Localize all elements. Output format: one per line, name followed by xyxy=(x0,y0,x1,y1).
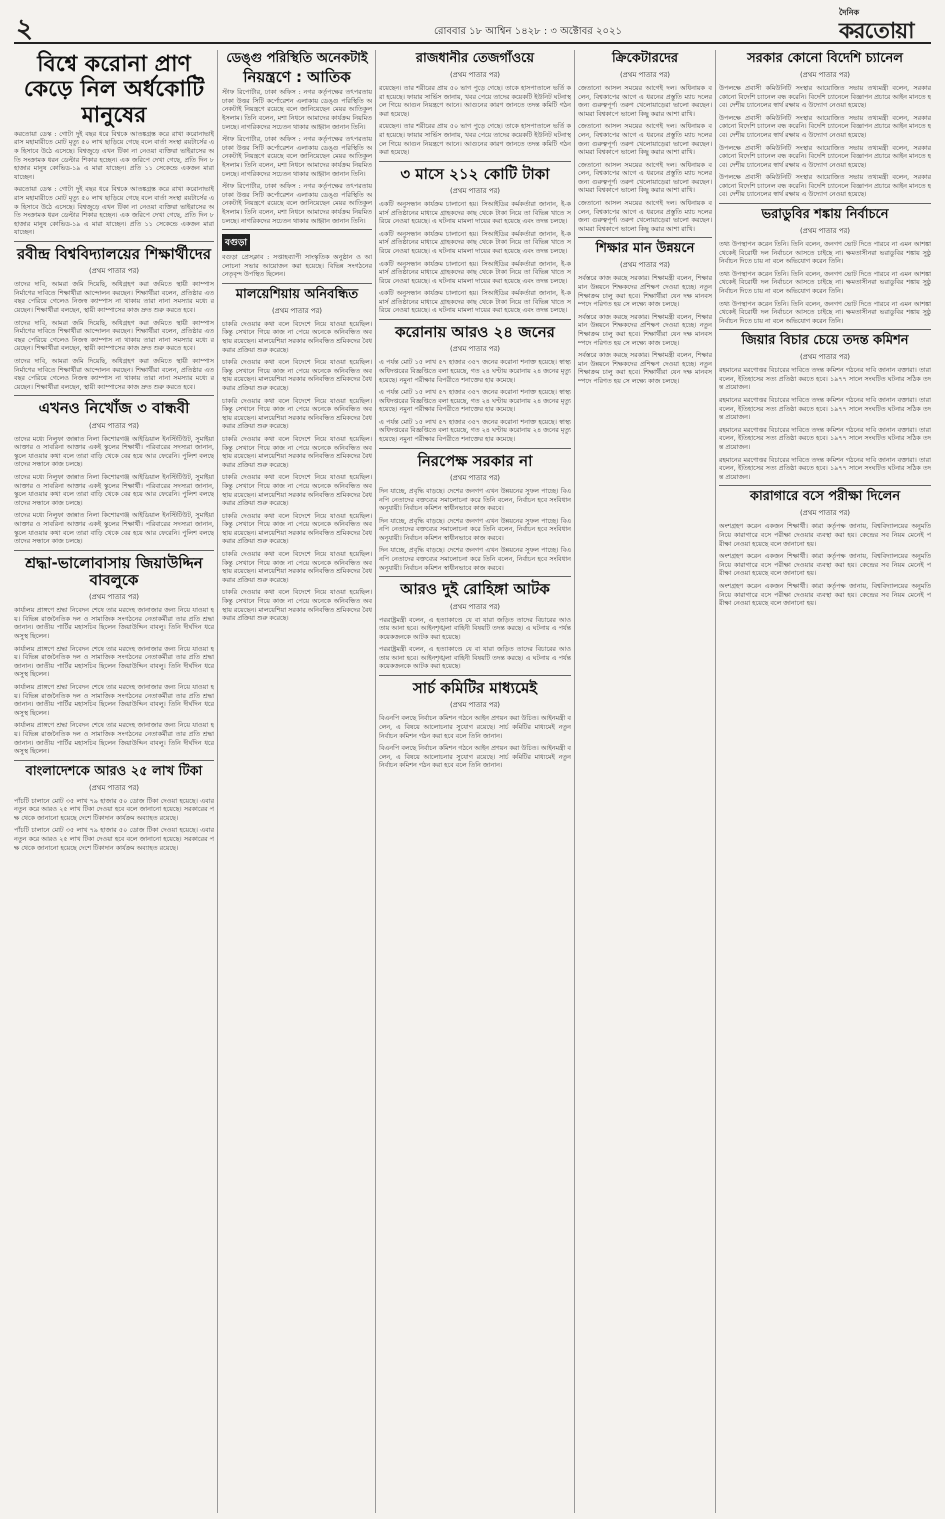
article-search xyxy=(379,680,571,770)
divider xyxy=(379,675,571,676)
logo-small-text: দৈনিক xyxy=(839,8,860,17)
body-bhoradubi: তথ্য উপস্থাপন করেন তিনি। তিনি বলেন, জনগণ ভোট দিতে পারবে না এমন আশঙ্কা থেকেই বিরোধী দল নির্বাচনে আসতে চাইছে না। ক্ষমতাসীনরা ভরাডুবির শঙ্কায় সুষ্ঠু নির্বাচন দিতে চায় না বলে অভিযোগ করেন তিনি। xyxy=(719,240,931,266)
dateline: রোববার ১৮ আশ্বিন ১৪২৮ : ৩ অক্টোবর ২০২১ xyxy=(434,26,622,37)
divider xyxy=(379,319,571,320)
headline-search: সার্চ কমিটির মাধ্যমেই xyxy=(412,679,538,698)
body-search: বিএনপি বলছে নির্বাচন কমিশন গঠনে আইন প্রণয়ন করা উচিত। আইনমন্ত্রী বলেন, এ বিষয়ে আলোচনার সুযোগ রয়েছে। সার্চ কমিটির মাধ্যমেই নতুন নির্বাচন কমিশন গঠন করা হবে বলে তিনি জানান। xyxy=(379,714,571,740)
article-shikkha xyxy=(578,242,712,385)
article-nirapekkho xyxy=(379,453,571,573)
divider xyxy=(14,395,214,396)
body-jiya-cont: রহমানের মরণোত্তর বিচারের দাবিতে তদন্ত কমিশন গঠনের দাবি জানান বক্তারা। তারা বলেন, ইতিহাসের সত্য প্রতিষ্ঠা করতে হবে। ১৯৭৭ সালে সংঘটিত ঘটনার সঠিক তদন্ত প্রয়োজন। xyxy=(719,396,931,422)
body-cricket-cont3: জেতানো আসল সময়ের আগেই দল। অধিনায়ক বলেন, বিশ্বকাপের আগে এ ধরনের প্রস্তুতি ম্যাচ দলের জন্য গুরুত্বপূর্ণ। তরুণ খেলোয়াড়েরা ভালো করছেন। আমরা বিশ্বকাপে ভালো কিছু করার আশা রাখি। xyxy=(578,199,712,233)
article-bangladesh xyxy=(14,765,214,853)
headline-jiya: জিয়ার বিচার চেয়ে তদন্ত কমিশন xyxy=(741,333,909,349)
headline-ekhono: এখনও নিখোঁজ ৩ বান্ধবী xyxy=(38,399,190,418)
column-2 xyxy=(222,50,372,1513)
article-bogra xyxy=(222,234,372,279)
column-3 xyxy=(379,50,571,1513)
subline-nirapekkho: (প্রথম পাতার পর) xyxy=(449,473,501,482)
article-cricket xyxy=(578,52,712,233)
body-malaysia-cont2: চাকরি দেওয়ার কথা বলে বিদেশে নিয়ে যাওয়া হয়েছিল। কিন্তু সেখানে গিয়ে কাজ না পেয়ে অনেকে অনিবন্ধিত অবস্থায় রয়েছেন। মালয়েশিয়া সরকার অনিবন্ধিত শ্রমিকদের বৈধ করার প্রক্রিয়া শুরু করেছে। xyxy=(222,396,372,431)
column-5 xyxy=(719,50,931,1513)
body-search-cont: বিএনপি বলছে নির্বাচন কমিশন গঠনে আইন প্রণয়ন করা উচিত। আইনমন্ত্রী বলেন, এ বিষয়ে আলোচনার সুযোগ রয়েছে। সার্চ কমিটির মাধ্যমেই নতুন নির্বাচন কমিশন গঠন করা হবে বলে তিনি জানান। xyxy=(379,744,571,770)
body-bogra: বগুড়া প্রেসক্লাব : সপ্তাহব্যাপী সাংস্কৃতিক অনুষ্ঠান ও আলোচনা সভার আয়োজন করা হয়েছে। বিভিন্ন সংগঠনের নেতৃবৃন্দ উপস্থিত ছিলেন। xyxy=(222,253,372,279)
headline-shikkha: শিক্ষার মান উন্নয়নে xyxy=(595,241,695,257)
body-tv-cont: উপলক্ষে প্রবাসী কমিউনিটি সংস্থার আয়োজিত সভায় তথ্যমন্ত্রী বলেন, সরকার কোনো বিদেশি চ্যানেল বন্ধ করেনি। বিদেশি চ্যানেলে বিজ্ঞাপন প্রচারে আইন মানতে হবে। দেশীয় চ্যানেলের স্বার্থ রক্ষায় এ উদ্যোগ নেওয়া হয়েছে। xyxy=(719,113,931,139)
body-tin-mase-cont2: একটি অনুসন্ধান কার্যক্রম চালানো হয়। সিআইডির কর্মকর্তারা জানান, ই-কমার্স প্রতিষ্ঠানের মাধ্যমে গ্রাহকদের কাছ থেকে টাকা নিয়ে তা বিভিন্ন খাতে সরিয়ে নেওয়া হয়েছে। এ ঘটনায় মামলা দায়ের করা হয়েছে এবং তদন্ত চলছে। xyxy=(379,259,571,285)
headline-rohingya: আরও দুই রোহিঙ্গা আটক xyxy=(400,580,550,599)
article-corona xyxy=(14,52,214,237)
body-dengue: স্টাফ রিপোর্টার, ঢাকা অফিস : নগর কর্তৃপক্ষের তৎপরতায় ঢাকা উত্তর সিটি কর্পোরেশন এলাকায় ডেঙ্গু পরিস্থিতি অনেকটাই নিয়ন্ত্রণে রয়েছে বলে জানিয়েছেন মেয়র আতিকুল ইসলাম। তিনি বলেন, মশা নিধনে আমাদের কার্যক্রম নিয়মিত চলছে। নাগরিকদের সচেতন থাকার আহ্বান জানান তিনি। xyxy=(222,88,372,131)
headline-rabindra: রবীন্দ্র বিশ্ববিদ্যালয়ের শিক্ষার্থীদের xyxy=(16,245,211,264)
body-shraddha: কার্যালয় প্রাঙ্গণে শ্রদ্ধা নিবেদন শেষে তার মরদেহ জানাজার জন্য নিয়ে যাওয়া হয়। বিভিন্ন রাজনৈতিক দল ও সামাজিক সংগঠনের নেতাকর্মীরা তার প্রতি শ্রদ্ধা জানান। জাতীয় পার্টির মহাসচিব ছিলেন জিয়াউদ্দিন বাবলু। তিনি দীর্ঘদিন ধরে অসুস্থ ছিলেন। xyxy=(14,606,214,641)
body-jiya-cont2: রহমানের মরণোত্তর বিচারের দাবিতে তদন্ত কমিশন গঠনের দাবি জানান বক্তারা। তারা বলেন, ইতিহাসের সত্য প্রতিষ্ঠা করতে হবে। ১৯৭৭ সালে সংঘটিত ঘটনার সঠিক তদন্ত প্রয়োজন। xyxy=(719,425,931,452)
body-malaysia-cont5: চাকরি দেওয়ার কথা বলে বিদেশে নিয়ে যাওয়া হয়েছিল। কিন্তু সেখানে গিয়ে কাজ না পেয়ে অনেকে অনিবন্ধিত অবস্থায় রয়েছেন। মালয়েশিয়া সরকার অনিবন্ধিত শ্রমিকদের বৈধ করার প্রক্রিয়া শুরু করেছে। xyxy=(222,511,372,546)
subline-search: (প্রথম পাতার পর) xyxy=(449,701,501,710)
body-cricket-cont: জেতানো আসল সময়ের আগেই দল। অধিনায়ক বলেন, বিশ্বকাপের আগে এ ধরনের প্রস্তুতি ম্যাচ দলের জন্য গুরুত্বপূর্ণ। তরুণ খেলোয়াড়েরা ভালো করছেন। আমরা বিশ্বকাপে ভালো কিছু করার আশা রাখি। xyxy=(578,122,712,157)
subline-tin-mase: (প্রথম পাতার পর) xyxy=(449,186,501,195)
subline-karona24: (প্রথম পাতার পর) xyxy=(449,345,501,354)
body-malaysia-cont3: চাকরি দেওয়ার কথা বলে বিদেশে নিয়ে যাওয়া হয়েছিল। কিন্তু সেখানে গিয়ে কাজ না পেয়ে অনেকে অনিবন্ধিত অবস্থায় রয়েছেন। মালয়েশিয়া সরকার অনিবন্ধিত শ্রমিকদের বৈধ করার প্রক্রিয়া শুরু করেছে। xyxy=(222,434,372,469)
bogra-badge: বগুড়া xyxy=(222,234,250,251)
body-bhoradubi-cont: তথ্য উপস্থাপন করেন তিনি। তিনি বলেন, জনগণ ভোট দিতে পারবে না এমন আশঙ্কা থেকেই বিরোধী দল নির্বাচনে আসতে চাইছে না। ক্ষমতাসীনরা ভরাডুবির শঙ্কায় সুষ্ঠু নির্বাচন দিতে চায় না বলে অভিযোগ করেন তিনি। xyxy=(719,269,931,295)
body-tv: উপলক্ষে প্রবাসী কমিউনিটি সংস্থার আয়োজিত সভায় তথ্যমন্ত্রী বলেন, সরকার কোনো বিদেশি চ্যানেল বন্ধ করেনি। বিদেশি চ্যানেলে বিজ্ঞাপন প্রচারে আইন মানতে হবে। দেশীয় চ্যানেলের স্বার্থ রক্ষায় এ উদ্যোগ নেওয়া হয়েছে। xyxy=(719,83,931,110)
body-nirapekkho: দিন যাচ্ছে, প্রবৃদ্ধি বাড়ছে। দেশের জনগণ এখন উন্নয়নের সুফল পাচ্ছে। বিএনপি নেতাদের বক্তব্যের সমালোচনা করে তিনি বলেন, নির্বাচন হবে সংবিধান অনুযায়ী। নির্বাচন কমিশন স্বাধীনভাবে কাজ করবে। xyxy=(379,486,571,513)
subline-shraddha: (প্রথম পাতার পর) xyxy=(88,593,140,602)
body-tin-mase: একটি অনুসন্ধান কার্যক্রম চালানো হয়। সিআইডির কর্মকর্তারা জানান, ই-কমার্স প্রতিষ্ঠানের মাধ্যমে গ্রাহকদের কাছ থেকে টাকা নিয়ে তা বিভিন্ন খাতে সরিয়ে নেওয়া হয়েছে। এ ঘটনায় মামলা দায়ের করা হয়েছে এবং তদন্ত চলছে। xyxy=(379,199,571,226)
divider xyxy=(719,485,931,486)
divider xyxy=(379,576,571,577)
body-tin-mase-cont3: একটি অনুসন্ধান কার্যক্রম চালানো হয়। সিআইডির কর্মকর্তারা জানান, ই-কমার্স প্রতিষ্ঠানের মাধ্যমে গ্রাহকদের কাছ থেকে টাকা নিয়ে তা বিভিন্ন খাতে সরিয়ে নেওয়া হয়েছে। এ ঘটনায় মামলা দায়ের করা হয়েছে এবং তদন্ত চলছে। xyxy=(379,289,571,315)
body-malaysia-cont4: চাকরি দেওয়ার কথা বলে বিদেশে নিয়ে যাওয়া হয়েছিল। কিন্তু সেখানে গিয়ে কাজ না পেয়ে অনেকে অনিবন্ধিত অবস্থায় রয়েছেন। মালয়েশিয়া সরকার অনিবন্ধিত শ্রমিকদের বৈধ করার প্রক্রিয়া শুরু করেছে। xyxy=(222,473,372,508)
logo-text: করতোয়া xyxy=(839,19,914,44)
subline-bangladesh: (প্রথম পাতার পর) xyxy=(88,783,140,792)
body-nirapekkho-cont: দিন যাচ্ছে, প্রবৃদ্ধি বাড়ছে। দেশের জনগণ এখন উন্নয়নের সুফল পাচ্ছে। বিএনপি নেতাদের বক্তব্যের সমালোচনা করে তিনি বলেন, নির্বাচন হবে সংবিধান অনুযায়ী। নির্বাচন কমিশন স্বাধীনভাবে কাজ করবে। xyxy=(379,516,571,542)
article-rohingya xyxy=(379,581,571,671)
body-malaysia-cont: চাকরি দেওয়ার কথা বলে বিদেশে নিয়ে যাওয়া হয়েছিল। কিন্তু সেখানে গিয়ে কাজ না পেয়ে অনেকে অনিবন্ধিত অবস্থায় রয়েছেন। মালয়েশিয়া সরকার অনিবন্ধিত শ্রমিকদের বৈধ করার প্রক্রিয়া শুরু করেছে। xyxy=(222,358,372,392)
body-rohingya: পররাষ্ট্রমন্ত্রী বলেন, এ হত্যাকাণ্ডে যে বা যারা জড়িত তাদের বিচারের আওতায় আনা হবে। আইনশৃঙ্খলা বাহিনী বিষয়টি তদন্ত করছে। এ ঘটনায় এ পর্যন্ত কয়েকজনকে আটক করা হয়েছে। xyxy=(379,615,571,641)
body-rabindra: তাদের দাবি, আমরা জমি দিয়েছি, অধিগ্রহণ করা জমিতে স্থায়ী ক্যাম্পাস নির্মাণের দাবিতে শিক্ষার্থীরা আন্দোলন করছেন। শিক্ষার্থীরা বলেন, প্রতিষ্ঠার এত বছর পেরিয়ে গেলেও নিজস্ব ক্যাম্পাস না থাকায় তারা নানা সমস্যার মধ্যে রয়েছেন। শিক্ষার্থীরা বলছেন, স্থায়ী ক্যাম্পাসের কাজ দ্রুত শুরু করতে হবে। xyxy=(14,280,214,315)
subline-tv: (প্রথম পাতার পর) xyxy=(799,70,851,79)
body-karona24-cont2: এ পর্যন্ত মোট ১৫ লাখ ৫৭ হাজার ৩৫৭ জনের করোনা শনাক্ত হয়েছে। স্বাস্থ্য অধিদপ্তরের বিজ্ঞপ্তিতে বলা হয়েছে, গত ২৪ ঘণ্টায় করোনায় ২৪ জনের মৃত্যু হয়েছে। নমুনা পরীক্ষার বিপরীতে শনাক্তের হার কমেছে। xyxy=(379,417,571,444)
body-malaysia: চাকরি দেওয়ার কথা বলে বিদেশে নিয়ে যাওয়া হয়েছিল। কিন্তু সেখানে গিয়ে কাজ না পেয়ে অনেকে অনিবন্ধিত অবস্থায় রয়েছেন। মালয়েশিয়া সরকার অনিবন্ধিত শ্রমিকদের বৈধ করার প্রক্রিয়া শুরু করেছে। xyxy=(222,319,372,354)
subline-jiya: (প্রথম পাতার পর) xyxy=(799,353,851,362)
headline-rajdhani: রাজধানীর তেজগাঁওয়ে xyxy=(415,51,535,66)
headline-bangladesh: বাংলাদেশকে আরও ২৫ লাখ টিকা xyxy=(25,763,203,779)
headline-cricket: ক্রিকেটারদের xyxy=(611,51,679,66)
body-karona24-cont: এ পর্যন্ত মোট ১৫ লাখ ৫৭ হাজার ৩৫৭ জনের করোনা শনাক্ত হয়েছে। স্বাস্থ্য অধিদপ্তরের বিজ্ঞপ্তিতে বলা হয়েছে, গত ২৪ ঘণ্টায় করোনায় ২৪ জনের মৃত্যু হয়েছে। নমুনা পরীক্ষার বিপরীতে শনাক্তের হার কমেছে। xyxy=(379,388,571,414)
body-tv-cont2: উপলক্ষে প্রবাসী কমিউনিটি সংস্থার আয়োজিত সভায় তথ্যমন্ত্রী বলেন, সরকার কোনো বিদেশি চ্যানেল বন্ধ করেনি। বিদেশি চ্যানেলে বিজ্ঞাপন প্রচারে আইন মানতে হবে। দেশীয় চ্যানেলের স্বার্থ রক্ষায় এ উদ্যোগ নেওয়া হয়েছে। xyxy=(719,143,931,169)
divider xyxy=(379,161,571,162)
body-corona: করতোয়া ডেস্ক : গোটা দুই বছর ধরে বিশ্বকে আতঙ্কগ্রস্ত করে রাখা করোনাভাইরাস মহামারীতে মোট মৃত্যু ৫০ লাখ ছাড়িয়ে গেছে বলে বার্তা সংস্থা রয়টার্সের এক হিসাবে উঠে এসেছে। বিশ্বজুড়ে এখন টিকা না নেওয়া ব্যক্তিরা ভাইরাসের অতি সংক্রামক ধরন ডেল্টার শিকার হচ্ছেন। এক জরিপে দেখা গেছে, প্রতি দিন ৮ হাজার মানুষ কোভিড-১৯ এ মারা যাচ্ছেন। প্রতি ১১ সেকেন্ডে একজন মারা যাচ্ছেন। xyxy=(14,129,214,181)
body-shikkha: সর্বস্তরে কাজ করছে সরকার। শিক্ষামন্ত্রী বলেন, শিক্ষার মান উন্নয়নে শিক্ষকদের প্রশিক্ষণ দেওয়া হচ্ছে। নতুন শিক্ষাক্রম চালু করা হবে। শিক্ষার্থীরা যেন দক্ষ মানবসম্পদে পরিণত হয় সে লক্ষ্যে কাজ চলছে। xyxy=(578,274,712,309)
column-divider xyxy=(715,50,716,1513)
newspaper-page xyxy=(14,6,931,1513)
body-shikkha-cont: সর্বস্তরে কাজ করছে সরকার। শিক্ষামন্ত্রী বলেন, শিক্ষার মান উন্নয়নে শিক্ষকদের প্রশিক্ষণ দেওয়া হচ্ছে। নতুন শিক্ষাক্রম চালু করা হবে। শিক্ষার্থীরা যেন দক্ষ মানবসম্পদে পরিণত হয় সে লক্ষ্যে কাজ চলছে। xyxy=(578,312,712,347)
column-divider xyxy=(375,50,376,1513)
body-tin-mase-cont: একটি অনুসন্ধান কার্যক্রম চালানো হয়। সিআইডির কর্মকর্তারা জানান, ই-কমার্স প্রতিষ্ঠানের মাধ্যমে গ্রাহকদের কাছ থেকে টাকা নিয়ে তা বিভিন্ন খাতে সরিয়ে নেওয়া হয়েছে। এ ঘটনায় মামলা দায়ের করা হয়েছে এবং তদন্ত চলছে। xyxy=(379,229,571,255)
article-bhoradubi xyxy=(719,208,931,325)
body-shraddha-cont3: কার্যালয় প্রাঙ্গণে শ্রদ্ধা নিবেদন শেষে তার মরদেহ জানাজার জন্য নিয়ে যাওয়া হয়। বিভিন্ন রাজনৈতিক দল ও সামাজিক সংগঠনের নেতাকর্মীরা তার প্রতি শ্রদ্ধা জানান। জাতীয় পার্টির মহাসচিব ছিলেন জিয়াউদ্দিন বাবলু। তিনি দীর্ঘদিন ধরে অসুস্থ ছিলেন। xyxy=(14,721,214,756)
body-bangladesh: পাঁচটি চালানে মোট ৩৫ লাখ ৭৯ হাজার ৫০ ডোজ টিকা দেওয়া হয়েছে। এবার নতুন করে আরও ২৫ লাখ টিকা দেওয়া হবে বলে জানানো হয়েছে। সরকারের পক্ষ থেকে জানানো হয়েছে দেশে টিকাদান কার্যক্রম অব্যাহত রয়েছে। xyxy=(14,796,214,822)
body-karagar-cont: অংশগ্রহণ করেন একজন শিক্ষার্থী। কারা কর্তৃপক্ষ জানায়, বিশ্ববিদ্যালয়ের অনুমতি নিয়ে কারাগারে বসে পরীক্ষা দেওয়ার ব্যবস্থা করা হয়। কেন্দ্রের সব নিয়ম মেনেই পরীক্ষা নেওয়া হয়েছে বলে জানানো হয়। xyxy=(719,552,931,578)
body-corona-cont: করতোয়া ডেস্ক : গোটা দুই বছর ধরে বিশ্বকে আতঙ্কগ্রস্ত করে রাখা করোনাভাইরাস মহামারীতে মোট মৃত্যু ৫০ লাখ ছাড়িয়ে গেছে বলে বার্তা সংস্থা রয়টার্সের এক হিসাবে উঠে এসেছে। বিশ্বজুড়ে এখন টিকা না নেওয়া ব্যক্তিরা ভাইরাসের অতি সংক্রামক ধরন ডেল্টার শিকার হচ্ছেন। এক জরিপে দেখা গেছে, প্রতি দিন ৮ হাজার মানুষ কোভিড-১৯ এ মারা যাচ্ছেন। প্রতি ১১ সেকেন্ডে একজন মারা যাচ্ছেন। xyxy=(14,185,214,237)
subline-shikkha: (প্রথম পাতার পর) xyxy=(619,261,671,270)
article-rajdhani xyxy=(379,52,571,157)
divider xyxy=(719,329,931,330)
article-dengue xyxy=(222,52,372,225)
subline-cricket: (প্রথম পাতার পর) xyxy=(619,70,671,79)
body-tv-cont3: উপলক্ষে প্রবাসী কমিউনিটি সংস্থার আয়োজিত সভায় তথ্যমন্ত্রী বলেন, সরকার কোনো বিদেশি চ্যানেল বন্ধ করেনি। বিদেশি চ্যানেলে বিজ্ঞাপন প্রচারে আইন মানতে হবে। দেশীয় চ্যানেলের স্বার্থ রক্ষায় এ উদ্যোগ নেওয়া হয়েছে। xyxy=(719,173,931,199)
body-malaysia-cont6: চাকরি দেওয়ার কথা বলে বিদেশে নিয়ে যাওয়া হয়েছিল। কিন্তু সেখানে গিয়ে কাজ না পেয়ে অনেকে অনিবন্ধিত অবস্থায় রয়েছেন। মালয়েশিয়া সরকার অনিবন্ধিত শ্রমিকদের বৈধ করার প্রক্রিয়া শুরু করেছে। xyxy=(222,550,372,584)
body-dengue-cont: স্টাফ রিপোর্টার, ঢাকা অফিস : নগর কর্তৃপক্ষের তৎপরতায় ঢাকা উত্তর সিটি কর্পোরেশন এলাকায় ডেঙ্গু পরিস্থিতি অনেকটাই নিয়ন্ত্রণে রয়েছে বলে জানিয়েছেন মেয়র আতিকুল ইসলাম। তিনি বলেন, মশা নিধনে আমাদের কার্যক্রম নিয়মিত চলছে। নাগরিকদের সচেতন থাকার আহ্বান জানান তিনি। xyxy=(222,135,372,178)
body-jiya: রহমানের মরণোত্তর বিচারের দাবিতে তদন্ত কমিশন গঠনের দাবি জানান বক্তারা। তারা বলেন, ইতিহাসের সত্য প্রতিষ্ঠা করতে হবে। ১৯৭৭ সালে সংঘটিত ঘটনার সঠিক তদন্ত প্রয়োজন। xyxy=(719,366,931,392)
article-ekhono xyxy=(14,400,214,545)
body-karona24: এ পর্যন্ত মোট ১৫ লাখ ৫৭ হাজার ৩৫৭ জনের করোনা শনাক্ত হয়েছে। স্বাস্থ্য অধিদপ্তরের বিজ্ঞপ্তিতে বলা হয়েছে, গত ২৪ ঘণ্টায় করোনায় ২৪ জনের মৃত্যু হয়েছে। নমুনা পরীক্ষার বিপরীতে শনাক্তের হার কমেছে। xyxy=(379,358,571,384)
body-ekhono: তাদের মধ্যে নিলুফা জান্নাত নিলা কিশোরগঞ্জ আইডিয়াল ইনস্টিটিউট, সুমাইয়া আক্তার ও সাবরিনা আক্তার একই স্কুলের শিক্ষার্থী। পরিবারের সদস্যরা জানান, স্কুলে যাওয়ার কথা বলে তারা বাড়ি থেকে বের হয়ে আর ফেরেনি। পুলিশ বলছে তাদের সন্ধানে কাজ চলছে। xyxy=(14,434,214,469)
body-shikkha-cont2: সর্বস্তরে কাজ করছে সরকার। শিক্ষামন্ত্রী বলেন, শিক্ষার মান উন্নয়নে শিক্ষকদের প্রশিক্ষণ দেওয়া হচ্ছে। নতুন শিক্ষাক্রম চালু করা হবে। শিক্ষার্থীরা যেন দক্ষ মানবসম্পদে পরিণত হয় সে লক্ষ্যে কাজ চলছে। xyxy=(578,351,712,385)
divider xyxy=(222,229,372,230)
subline-rabindra: (প্রথম পাতার পর) xyxy=(88,267,140,276)
article-rabindra xyxy=(14,246,214,391)
headline-dengue-2: নিয়ন্ত্রণে : আতিক xyxy=(243,67,351,86)
column-divider xyxy=(574,50,575,1513)
body-rohingya-cont: পররাষ্ট্রমন্ত্রী বলেন, এ হত্যাকাণ্ডে যে বা যারা জড়িত তাদের বিচারের আওতায় আনা হবে। আইনশৃঙ্খলা বাহিনী বিষয়টি তদন্ত করছে। এ ঘটনায় এ পর্যন্ত কয়েকজনকে আটক করা হয়েছে। xyxy=(379,645,571,671)
headline-bhoradubi: ভরাডুবির শঙ্কায় নির্বাচনে xyxy=(761,207,889,223)
headline-karona24: করোনায় আরও ২৪ জনের xyxy=(395,323,555,342)
subline-rajdhani: (প্রথম পাতার পর) xyxy=(449,70,501,79)
headline-malaysia: মালয়েশিয়ায় অনিবন্ধিত xyxy=(235,286,359,302)
body-bangladesh-cont: পাঁচটি চালানে মোট ৩৫ লাখ ৭৯ হাজার ৫০ ডোজ টিকা দেওয়া হয়েছে। এবার নতুন করে আরও ২৫ লাখ টিকা দেওয়া হবে বলে জানানো হয়েছে। সরকারের পক্ষ থেকে জানানো হয়েছে দেশে টিকাদান কার্যক্রম অব্যাহত রয়েছে। xyxy=(14,826,214,852)
body-nirapekkho-cont2: দিন যাচ্ছে, প্রবৃদ্ধি বাড়ছে। দেশের জনগণ এখন উন্নয়নের সুফল পাচ্ছে। বিএনপি নেতাদের বক্তব্যের সমালোচনা করে তিনি বলেন, নির্বাচন হবে সংবিধান অনুযায়ী। নির্বাচন কমিশন স্বাধীনভাবে কাজ করবে। xyxy=(379,546,571,572)
body-rajdhani-cont: রয়েছেন। তার শরীরের প্রায় ৫০ ভাগ পুড়ে গেছে। তাকে হাসপাতালে ভর্তি করা হয়েছে। ফায়ার সার্ভিস জানায়, খবর পেয়ে তাদের কয়েকটি ইউনিট ঘটনাস্থলে গিয়ে আগুন নিয়ন্ত্রণে আনে। আগুনের কারণ জানতে তদন্ত কমিটি গঠন করা হয়েছে। xyxy=(379,122,571,157)
body-dengue-cont2: স্টাফ রিপোর্টার, ঢাকা অফিস : নগর কর্তৃপক্ষের তৎপরতায় ঢাকা উত্তর সিটি কর্পোরেশন এলাকায় ডেঙ্গু পরিস্থিতি অনেকটাই নিয়ন্ত্রণে রয়েছে বলে জানিয়েছেন মেয়র আতিকুল ইসলাম। তিনি বলেন, মশা নিধনে আমাদের কার্যক্রম নিয়মিত চলছে। নাগরিকদের সচেতন থাকার আহ্বান জানান তিনি। xyxy=(222,182,372,225)
subline-rohingya: (প্রথম পাতার পর) xyxy=(449,602,501,611)
headline-karagar: কারাগারে বসে পরীক্ষা দিলেন xyxy=(749,489,901,505)
article-jiya xyxy=(719,334,931,481)
body-cricket: জেতানো আসল সময়ের আগেই দল। অধিনায়ক বলেন, বিশ্বকাপের আগে এ ধরনের প্রস্তুতি ম্যাচ দলের জন্য গুরুত্বপূর্ণ। তরুণ খেলোয়াড়েরা ভালো করছেন। আমরা বিশ্বকাপে ভালো কিছু করার আশা রাখি। xyxy=(578,83,712,118)
headline-tin-mase: ৩ মাসে ২১২ কোটি টাকা xyxy=(400,164,550,183)
masthead xyxy=(14,6,931,44)
headline-nirapekkho: নিরপেক্ষ সরকার না xyxy=(417,451,533,470)
body-rabindra-cont: তাদের দাবি, আমরা জমি দিয়েছি, অধিগ্রহণ করা জমিতে স্থায়ী ক্যাম্পাস নির্মাণের দাবিতে শিক্ষার্থীরা আন্দোলন করছেন। শিক্ষার্থীরা বলেন, প্রতিষ্ঠার এত বছর পেরিয়ে গেলেও নিজস্ব ক্যাম্পাস না থাকায় তারা নানা সমস্যার মধ্যে রয়েছেন। শিক্ষার্থীরা বলছেন, স্থায়ী ক্যাম্পাসের কাজ দ্রুত শুরু করতে হবে। xyxy=(14,318,214,353)
headline-tv: সরকার কোনো বিদেশি চ্যানেল xyxy=(747,51,903,66)
column-divider xyxy=(217,50,218,1513)
body-rabindra-cont2: তাদের দাবি, আমরা জমি দিয়েছি, অধিগ্রহণ করা জমিতে স্থায়ী ক্যাম্পাস নির্মাণের দাবিতে শিক্ষার্থীরা আন্দোলন করছেন। শিক্ষার্থীরা বলেন, প্রতিষ্ঠার এত বছর পেরিয়ে গেলেও নিজস্ব ক্যাম্পাস না থাকায় তারা নানা সমস্যার মধ্যে রয়েছেন। শিক্ষার্থীরা বলছেন, স্থায়ী ক্যাম্পাসের কাজ দ্রুত শুরু করতে হবে। xyxy=(14,357,214,391)
article-tv xyxy=(719,52,931,199)
body-shraddha-cont2: কার্যালয় প্রাঙ্গণে শ্রদ্ধা নিবেদন শেষে তার মরদেহ জানাজার জন্য নিয়ে যাওয়া হয়। বিভিন্ন রাজনৈতিক দল ও সামাজিক সংগঠনের নেতাকর্মীরা তার প্রতি শ্রদ্ধা জানান। জাতীয় পার্টির মহাসচিব ছিলেন জিয়াউদ্দিন বাবলু। তিনি দীর্ঘদিন ধরে অসুস্থ ছিলেন। xyxy=(14,683,214,717)
subline-bhoradubi: (প্রথম পাতার পর) xyxy=(799,227,851,235)
column-4 xyxy=(578,50,712,1513)
divider xyxy=(14,550,214,551)
body-ekhono-cont2: তাদের মধ্যে নিলুফা জান্নাত নিলা কিশোরগঞ্জ আইডিয়াল ইনস্টিটিউট, সুমাইয়া আক্তার ও সাবরিনা আক্তার একই স্কুলের শিক্ষার্থী। পরিবারের সদস্যরা জানান, স্কুলে যাওয়ার কথা বলে তারা বাড়ি থেকে বের হয়ে আর ফেরেনি। পুলিশ বলছে তাদের সন্ধানে কাজ চলছে। xyxy=(14,511,214,546)
divider xyxy=(379,448,571,449)
divider xyxy=(719,203,931,204)
body-jiya-cont3: রহমানের মরণোত্তর বিচারের দাবিতে তদন্ত কমিশন গঠনের দাবি জানান বক্তারা। তারা বলেন, ইতিহাসের সত্য প্রতিষ্ঠা করতে হবে। ১৯৭৭ সালে সংঘটিত ঘটনার সঠিক তদন্ত প্রয়োজন। xyxy=(719,455,931,481)
divider xyxy=(578,237,712,238)
body-karagar: অংশগ্রহণ করেন একজন শিক্ষার্থী। কারা কর্তৃপক্ষ জানায়, বিশ্ববিদ্যালয়ের অনুমতি নিয়ে কারাগারে বসে পরীক্ষা দেওয়ার ব্যবস্থা করা হয়। কেন্দ্রের সব নিয়ম মেনেই পরীক্ষা নেওয়া হয়েছে বলে জানানো হয়। xyxy=(719,522,931,548)
headline-dengue: ডেঙ্গু পরিস্থিতি অনেকটাই xyxy=(226,51,368,66)
body-ekhono-cont: তাদের মধ্যে নিলুফা জান্নাত নিলা কিশোরগঞ্জ আইডিয়াল ইনস্টিটিউট, সুমাইয়া আক্তার ও সাবরিনা আক্তার একই স্কুলের শিক্ষার্থী। পরিবারের সদস্যরা জানান, স্কুলে যাওয়ার কথা বলে তারা বাড়ি থেকে বের হয়ে আর ফেরেনি। পুলিশ বলছে তাদের সন্ধানে কাজ চলছে। xyxy=(14,473,214,507)
column-1 xyxy=(14,50,214,1513)
article-tin-mase xyxy=(379,166,571,315)
headline-shraddha: শ্রদ্ধা-ভালোবাসায় জিয়াউদ্দিন বাবলুকে xyxy=(25,553,203,590)
divider xyxy=(14,241,214,242)
subline-malaysia: (প্রথম পাতার পর) xyxy=(271,306,323,315)
subline-karagar: (প্রথম পাতার পর) xyxy=(799,509,851,518)
headline-corona: বিশ্বে করোনা প্রাণ কেড়ে নিল অর্ধকোটি মানুষের xyxy=(23,52,205,128)
body-karagar-cont2: অংশগ্রহণ করেন একজন শিক্ষার্থী। কারা কর্তৃপক্ষ জানায়, বিশ্ববিদ্যালয়ের অনুমতি নিয়ে কারাগারে বসে পরীক্ষা দেওয়ার ব্যবস্থা করা হয়। কেন্দ্রের সব নিয়ম মেনেই পরীক্ষা নেওয়া হয়েছে বলে জানানো হয়। xyxy=(719,581,931,608)
article-karona24 xyxy=(379,324,571,444)
body-cricket-cont2: জেতানো আসল সময়ের আগেই দল। অধিনায়ক বলেন, বিশ্বকাপের আগে এ ধরনের প্রস্তুতি ম্যাচ দলের জন্য গুরুত্বপূর্ণ। তরুণ খেলোয়াড়েরা ভালো করছেন। আমরা বিশ্বকাপে ভালো কিছু করার আশা রাখি। xyxy=(578,160,712,195)
article-karagar xyxy=(719,490,931,607)
subline-ekhono: (প্রথম পাতার পর) xyxy=(88,421,140,430)
divider xyxy=(14,760,214,761)
body-rajdhani: রয়েছেন। তার শরীরের প্রায় ৫০ ভাগ পুড়ে গেছে। তাকে হাসপাতালে ভর্তি করা হয়েছে। ফায়ার সার্ভিস জানায়, খবর পেয়ে তাদের কয়েকটি ইউনিট ঘটনাস্থলে গিয়ে আগুন নিয়ন্ত্রণে আনে। আগুনের কারণ জানতে তদন্ত কমিটি গঠন করা হয়েছে। xyxy=(379,83,571,118)
body-bhoradubi-cont2: তথ্য উপস্থাপন করেন তিনি। তিনি বলেন, জনগণ ভোট দিতে পারবে না এমন আশঙ্কা থেকেই বিরোধী দল নির্বাচনে আসতে চাইছে না। ক্ষমতাসীনরা ভরাডুবির শঙ্কায় সুষ্ঠু নির্বাচন দিতে চায় না বলে অভিযোগ করেন তিনি। xyxy=(719,299,931,325)
article-shraddha xyxy=(14,555,214,756)
divider xyxy=(222,283,372,284)
body-shraddha-cont: কার্যালয় প্রাঙ্গণে শ্রদ্ধা নিবেদন শেষে তার মরদেহ জানাজার জন্য নিয়ে যাওয়া হয়। বিভিন্ন রাজনৈতিক দল ও সামাজিক সংগঠনের নেতাকর্মীরা তার প্রতি শ্রদ্ধা জানান। জাতীয় পার্টির মহাসচিব ছিলেন জিয়াউদ্দিন বাবলু। তিনি দীর্ঘদিন ধরে অসুস্থ ছিলেন। xyxy=(14,644,214,679)
newspaper-logo xyxy=(833,6,931,44)
body-malaysia-cont7: চাকরি দেওয়ার কথা বলে বিদেশে নিয়ে যাওয়া হয়েছিল। কিন্তু সেখানে গিয়ে কাজ না পেয়ে অনেকে অনিবন্ধিত অবস্থায় রয়েছেন। মালয়েশিয়া সরকার অনিবন্ধিত শ্রমিকদের বৈধ করার প্রক্রিয়া শুরু করেছে। xyxy=(222,588,372,623)
page-number: ২ xyxy=(16,14,33,44)
article-malaysia xyxy=(222,288,372,623)
